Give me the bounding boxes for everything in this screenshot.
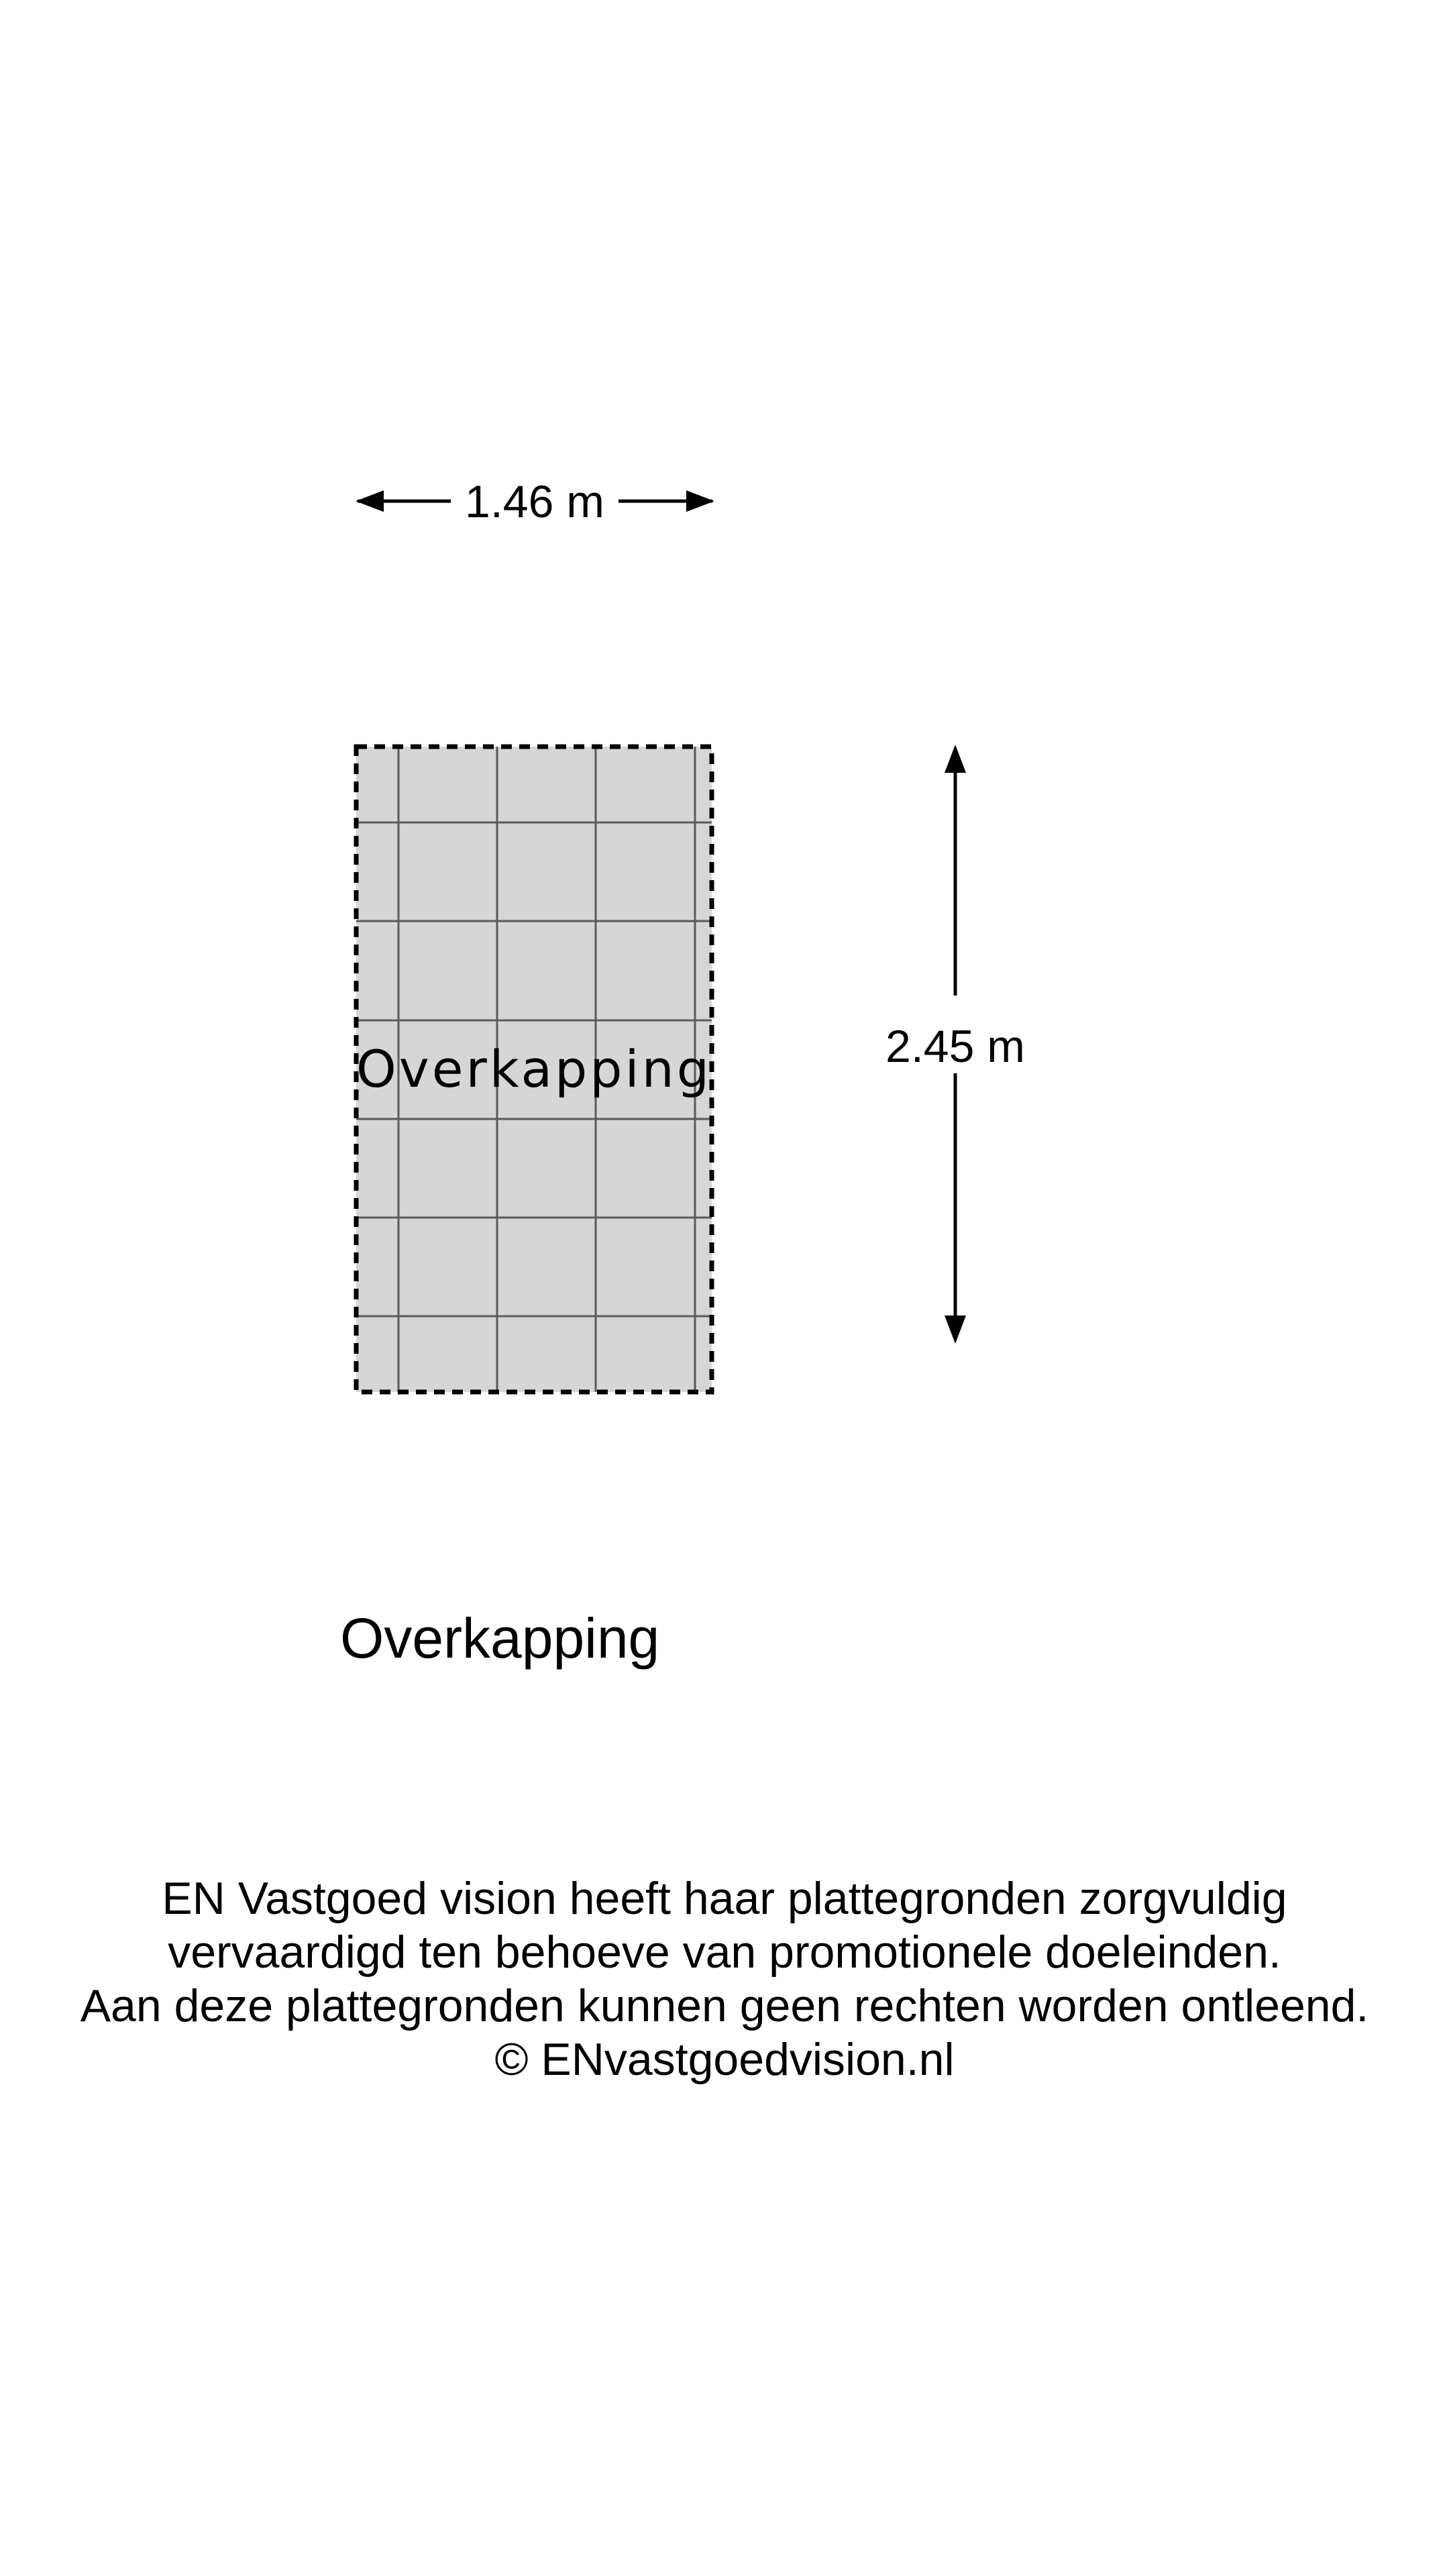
disclaimer-line: vervaardigd ten behoeve van promotionele doeleinden. bbox=[168, 1927, 1281, 1978]
height-dimension bbox=[885, 745, 1025, 1344]
floor-title: Overkapping bbox=[340, 1607, 660, 1670]
height-label: 2.45 m bbox=[885, 1021, 1025, 1072]
height-arrowhead-top bbox=[945, 745, 966, 773]
copyright-line: © ENvastgoedvision.nl bbox=[494, 2034, 955, 2085]
width-arrowhead-left bbox=[356, 490, 384, 512]
width-label: 1.46 m bbox=[465, 476, 604, 527]
disclaimer-line: Aan deze plattegronden kunnen geen rechten worden ontleend. bbox=[80, 1980, 1369, 2031]
room-overkapping bbox=[356, 747, 712, 1392]
room-label: Overkapping bbox=[356, 1039, 712, 1099]
disclaimer-line: EN Vastgoed vision heeft haar plattegronden zorgvuldig bbox=[162, 1873, 1287, 1924]
width-arrowhead-right bbox=[686, 490, 714, 512]
disclaimer bbox=[0, 1872, 1449, 2086]
height-arrowhead-bottom bbox=[945, 1316, 966, 1344]
width-dimension bbox=[356, 476, 714, 527]
